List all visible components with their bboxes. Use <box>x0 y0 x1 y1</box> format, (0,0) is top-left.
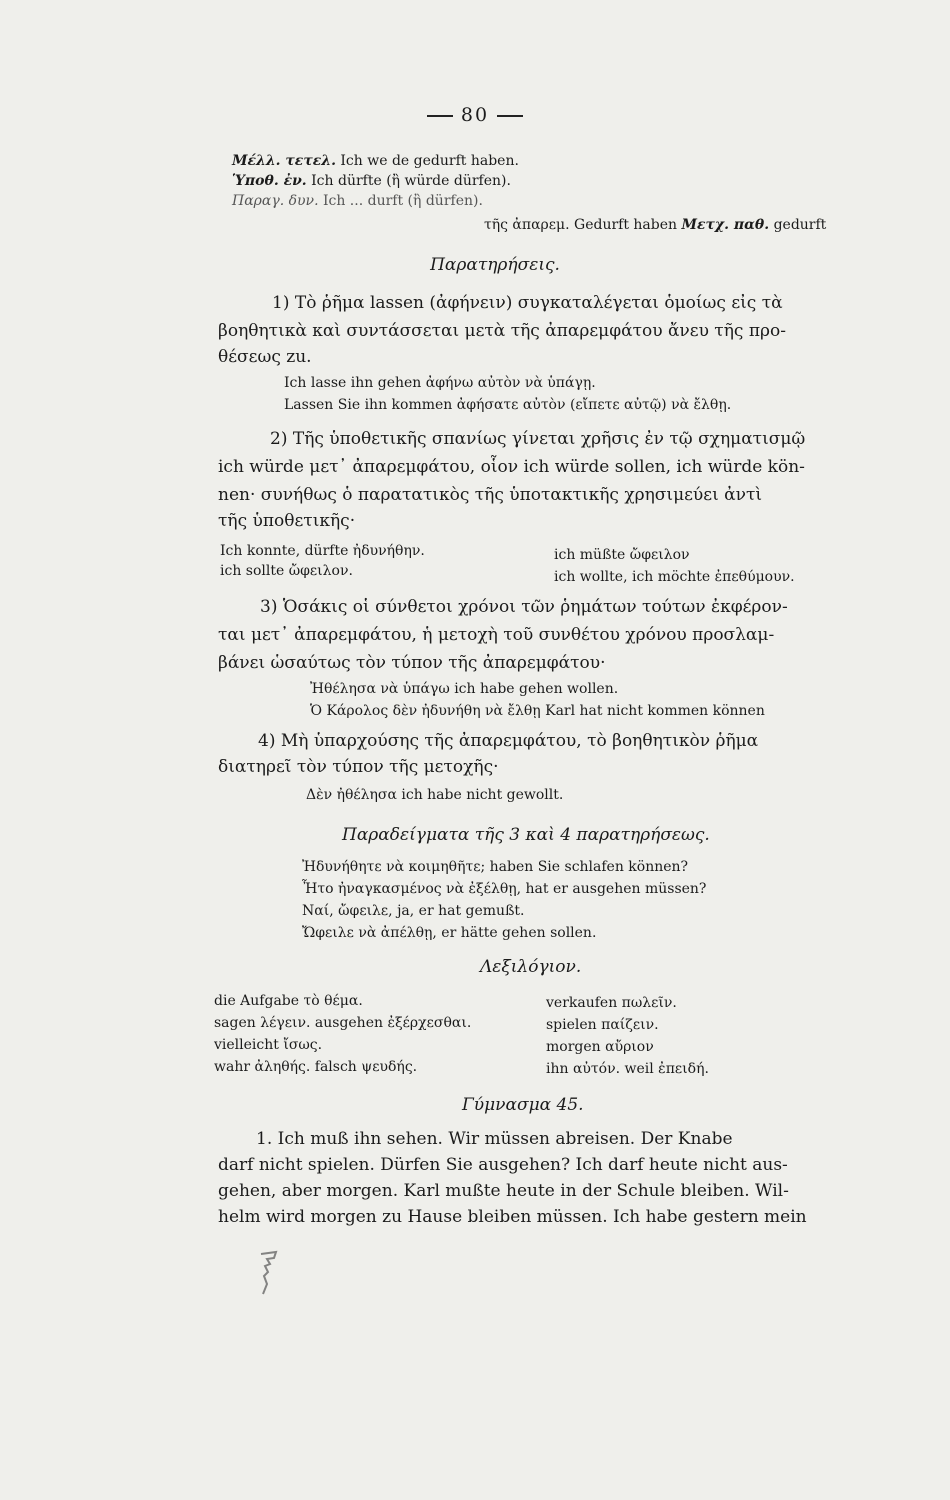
vocab-right-item: morgen αὔριον <box>546 1039 654 1055</box>
vocab-left-item: vielleicht ἴσως. <box>214 1037 323 1053</box>
remark-3-example: Ὁ Κάρολος δὲν ἠδυνήθη νὰ ἔλθῃ Karl hat nicht kommen können <box>310 703 765 719</box>
remark-3-line: 3) Ὁσάκις οἱ σύνθετοι χρόνοι τῶν ῥημάτων τούτων ἐκφέρον- <box>260 597 788 617</box>
exercise-line: helm wird morgen zu Hause bleiben müssen. Ich habe gestern mein <box>218 1207 807 1227</box>
heading-remarks: Παρατηρήσεις. <box>430 255 560 275</box>
ink-smudge-mark <box>258 1250 280 1296</box>
vocab-left-item: die Aufgabe τὸ θέμα. <box>214 993 363 1009</box>
remark-1-line: 1) Τὸ ῥῆμα lassen (ἀφήνειν) συγκαταλέγεται ὁμοίως εἰς τὰ <box>272 293 783 313</box>
conjugation-text: gedurft <box>773 217 827 233</box>
remark-2-line: ich würde μετ᾽ ἀπαρεμφάτου, οἷον ich würde sollen, ich würde kön- <box>218 457 805 477</box>
heading-vocabulary: Λεξιλόγιον. <box>480 957 582 977</box>
conjugation-label: Παραγ. δυν. <box>232 193 319 209</box>
remark-2-line: nen· συνήθως ὁ παρατατικὸς τῆς ὑποτακτικῆς χρησιμεύει ἀντὶ <box>218 485 763 505</box>
remark-3-example: Ἠθέλησα νὰ ὑπάγω ich habe gehen wollen. <box>310 681 619 697</box>
remark-3-line: βάνει ὡσαύτως τὸν τύπον τῆς ἀπαρεμφάτου· <box>218 653 606 673</box>
remark-3-line: ται μετ᾽ ἀπαρεμφάτου, ἡ μετοχὴ τοῦ συνθέτου χρόνου προσλαμ- <box>218 625 775 645</box>
exercise-line: 1. Ich muß ihn sehen. Wir müssen abreisen. Der Knabe <box>256 1129 733 1149</box>
vocab-right-item: ihn αὐτόν. weil ἐπειδή. <box>546 1061 709 1077</box>
page-number-text: 80 <box>460 104 490 126</box>
conjugation-label: Ὑποθ. ἐν. <box>232 173 307 189</box>
remark-1-example: Ich lasse ihn gehen ἀφήνω αὐτὸν νὰ ὑπάγῃ. <box>284 375 596 391</box>
remark-2-example-right: ich müßte ὤφειλον <box>554 547 690 563</box>
example-line: Ναί, ὤφειλε, ja, er hat gemußt. <box>302 903 525 919</box>
heading-examples: Παραδείγματα τῆς 3 καὶ 4 παρατηρήσεως. <box>342 825 710 845</box>
vocab-right-item: spielen παίζειν. <box>546 1017 659 1033</box>
conjugation-text: Ich we de gedurft haben. <box>340 153 519 169</box>
vocab-left-item: wahr ἀληθής. falsch ψευδής. <box>214 1059 418 1075</box>
remark-4-example: Δὲν ἠθέλησα ich habe nicht gewollt. <box>306 787 564 803</box>
conjugation-label: Μέλλ. τετελ. <box>232 153 336 169</box>
exercise-line: darf nicht spielen. Dürfen Sie ausgehen? Ich darf heute nicht aus- <box>218 1155 788 1175</box>
vocab-right-item: verkaufen πωλεῖν. <box>546 995 677 1011</box>
remark-1-example: Lassen Sie ihn kommen ἀφήσατε αὐτὸν (εἴπετε αὐτῷ) νὰ ἔλθῃ. <box>284 397 732 413</box>
remark-1-line: βοηθητικὰ καὶ συντάσσεται μετὰ τῆς ἀπαρεμφάτου ἄνευ τῆς προ- <box>218 321 786 341</box>
remark-2-example-right: ich wollte, ich möchte ἐπεθύμουν. <box>554 569 795 585</box>
remark-2-example-left: ich sollte ὤφειλον. <box>220 563 353 579</box>
remark-2-line: 2) Τῆς ὑποθετικῆς σπανίως γίνεται χρῆσις ἐν τῷ σχηματισμῷ <box>270 429 806 449</box>
conjugation-text: Ich dürfte (ἢ würde dürfen). <box>311 173 511 189</box>
dash-left <box>427 115 453 117</box>
exercise-line: gehen, aber morgen. Karl mußte heute in der Schule bleiben. Wil- <box>218 1181 789 1201</box>
example-line: Ἦτο ἠναγκασμένος νὰ ἐξέλθῃ, hat er ausgehen müssen? <box>302 881 707 897</box>
conjugation-row <box>232 150 519 172</box>
conjugation-row <box>232 170 511 192</box>
remark-4-line: διατηρεῖ τὸν τύπον τῆς μετοχῆς· <box>218 757 499 777</box>
vocab-left-item: sagen λέγειν. ausgehen ἐξέρχεσθαι. <box>214 1015 472 1031</box>
page-number <box>0 104 950 126</box>
remark-2-example-left: Ich konnte, dürfte ἠδυνήθην. <box>220 543 425 559</box>
dash-right <box>497 115 523 117</box>
example-line: Ὤφειλε νὰ ἀπέλθῃ, er hätte gehen sollen. <box>302 925 597 941</box>
conjugation-row <box>484 214 826 236</box>
remark-2-line: τῆς ὑποθετικῆς· <box>218 511 356 531</box>
conjugation-text: τῆς ἀπαρεμ. Gedurft haben <box>484 217 678 233</box>
remark-1-line: θέσεως zu. <box>218 347 312 367</box>
conjugation-row <box>232 190 483 212</box>
conjugation-label: Μετχ. παθ. <box>681 217 770 233</box>
example-line: Ἠδυνήθητε νὰ κοιμηθῆτε; haben Sie schlafen können? <box>302 859 689 875</box>
conjugation-text: Ich ... durft (ἢ dürfen). <box>322 193 483 209</box>
remark-4-line: 4) Μὴ ὑπαρχούσης τῆς ἀπαρεμφάτου, τὸ βοηθητικὸν ῥῆμα <box>258 731 759 751</box>
heading-exercise: Γύμνασμα 45. <box>462 1095 584 1115</box>
